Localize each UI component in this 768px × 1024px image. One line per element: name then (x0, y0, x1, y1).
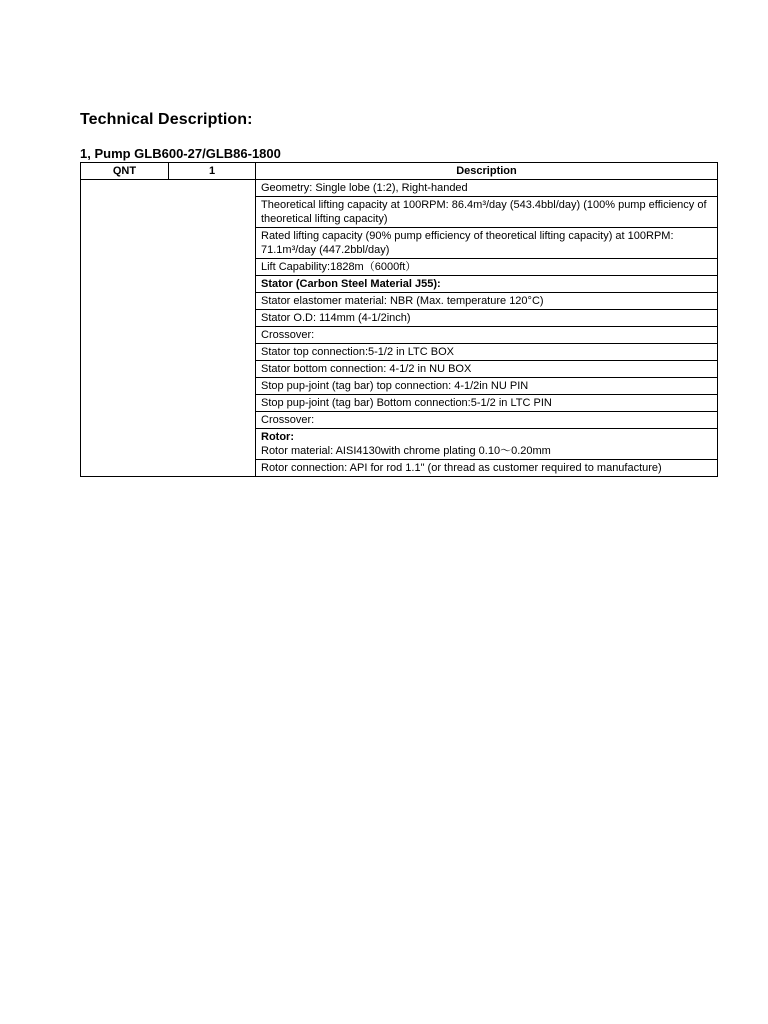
section-title: 1, Pump GLB600-27/GLB86-1800 (80, 146, 281, 161)
row-stop-pup-top: Stop pup-joint (tag bar) top connection: 4-1/2in NU PIN (256, 378, 718, 395)
empty-quantity-cell (81, 180, 256, 477)
header-quantity-value: 1 (169, 163, 256, 180)
table-header-row (81, 163, 718, 180)
row-stator-bottom-connection: Stator bottom connection: 4-1/2 in NU BOX (256, 361, 718, 378)
row-rated-capacity: Rated lifting capacity (90% pump efficiency of theoretical lifting capacity) at 100RPM: 71.1m³/day (447.2bbl/day) (256, 228, 718, 259)
row-rotor-heading: Rotor: (256, 429, 718, 445)
row-crossover-2: Crossover: (256, 412, 718, 429)
row-geometry: Geometry: Single lobe (1:2), Right-handed (256, 180, 718, 197)
row-crossover-1: Crossover: (256, 327, 718, 344)
row-lift-capability: Lift Capability:1828m（6000ft） (256, 259, 718, 276)
row-theoretical-capacity: Theoretical lifting capacity at 100RPM: 86.4m³/day (543.4bbl/day) (100% pump efficiency of theoretical lifting capacity) (256, 197, 718, 228)
specification-table (80, 162, 718, 477)
row-rotor-connection: Rotor connection: API for rod 1.1" (or thread as customer required to manufacture) (256, 460, 718, 477)
row-rotor-material: Rotor material: AISI4130with chrome plating 0.10～0.20mm (256, 444, 718, 460)
row-stop-pup-bottom: Stop pup-joint (tag bar) Bottom connection:5-1/2 in LTC PIN (256, 395, 718, 412)
document-title: Technical Description: (80, 111, 253, 128)
header-description: Description (256, 163, 718, 180)
row-stator-top-connection: Stator top connection:5-1/2 in LTC BOX (256, 344, 718, 361)
row-stator-od: Stator O.D: 114mm (4-1/2inch) (256, 310, 718, 327)
table-row (81, 180, 718, 197)
row-stator-heading: Stator (Carbon Steel Material J55): (256, 276, 718, 293)
header-qnt: QNT (81, 163, 169, 180)
row-stator-elastomer: Stator elastomer material: NBR (Max. temperature 120°C) (256, 293, 718, 310)
